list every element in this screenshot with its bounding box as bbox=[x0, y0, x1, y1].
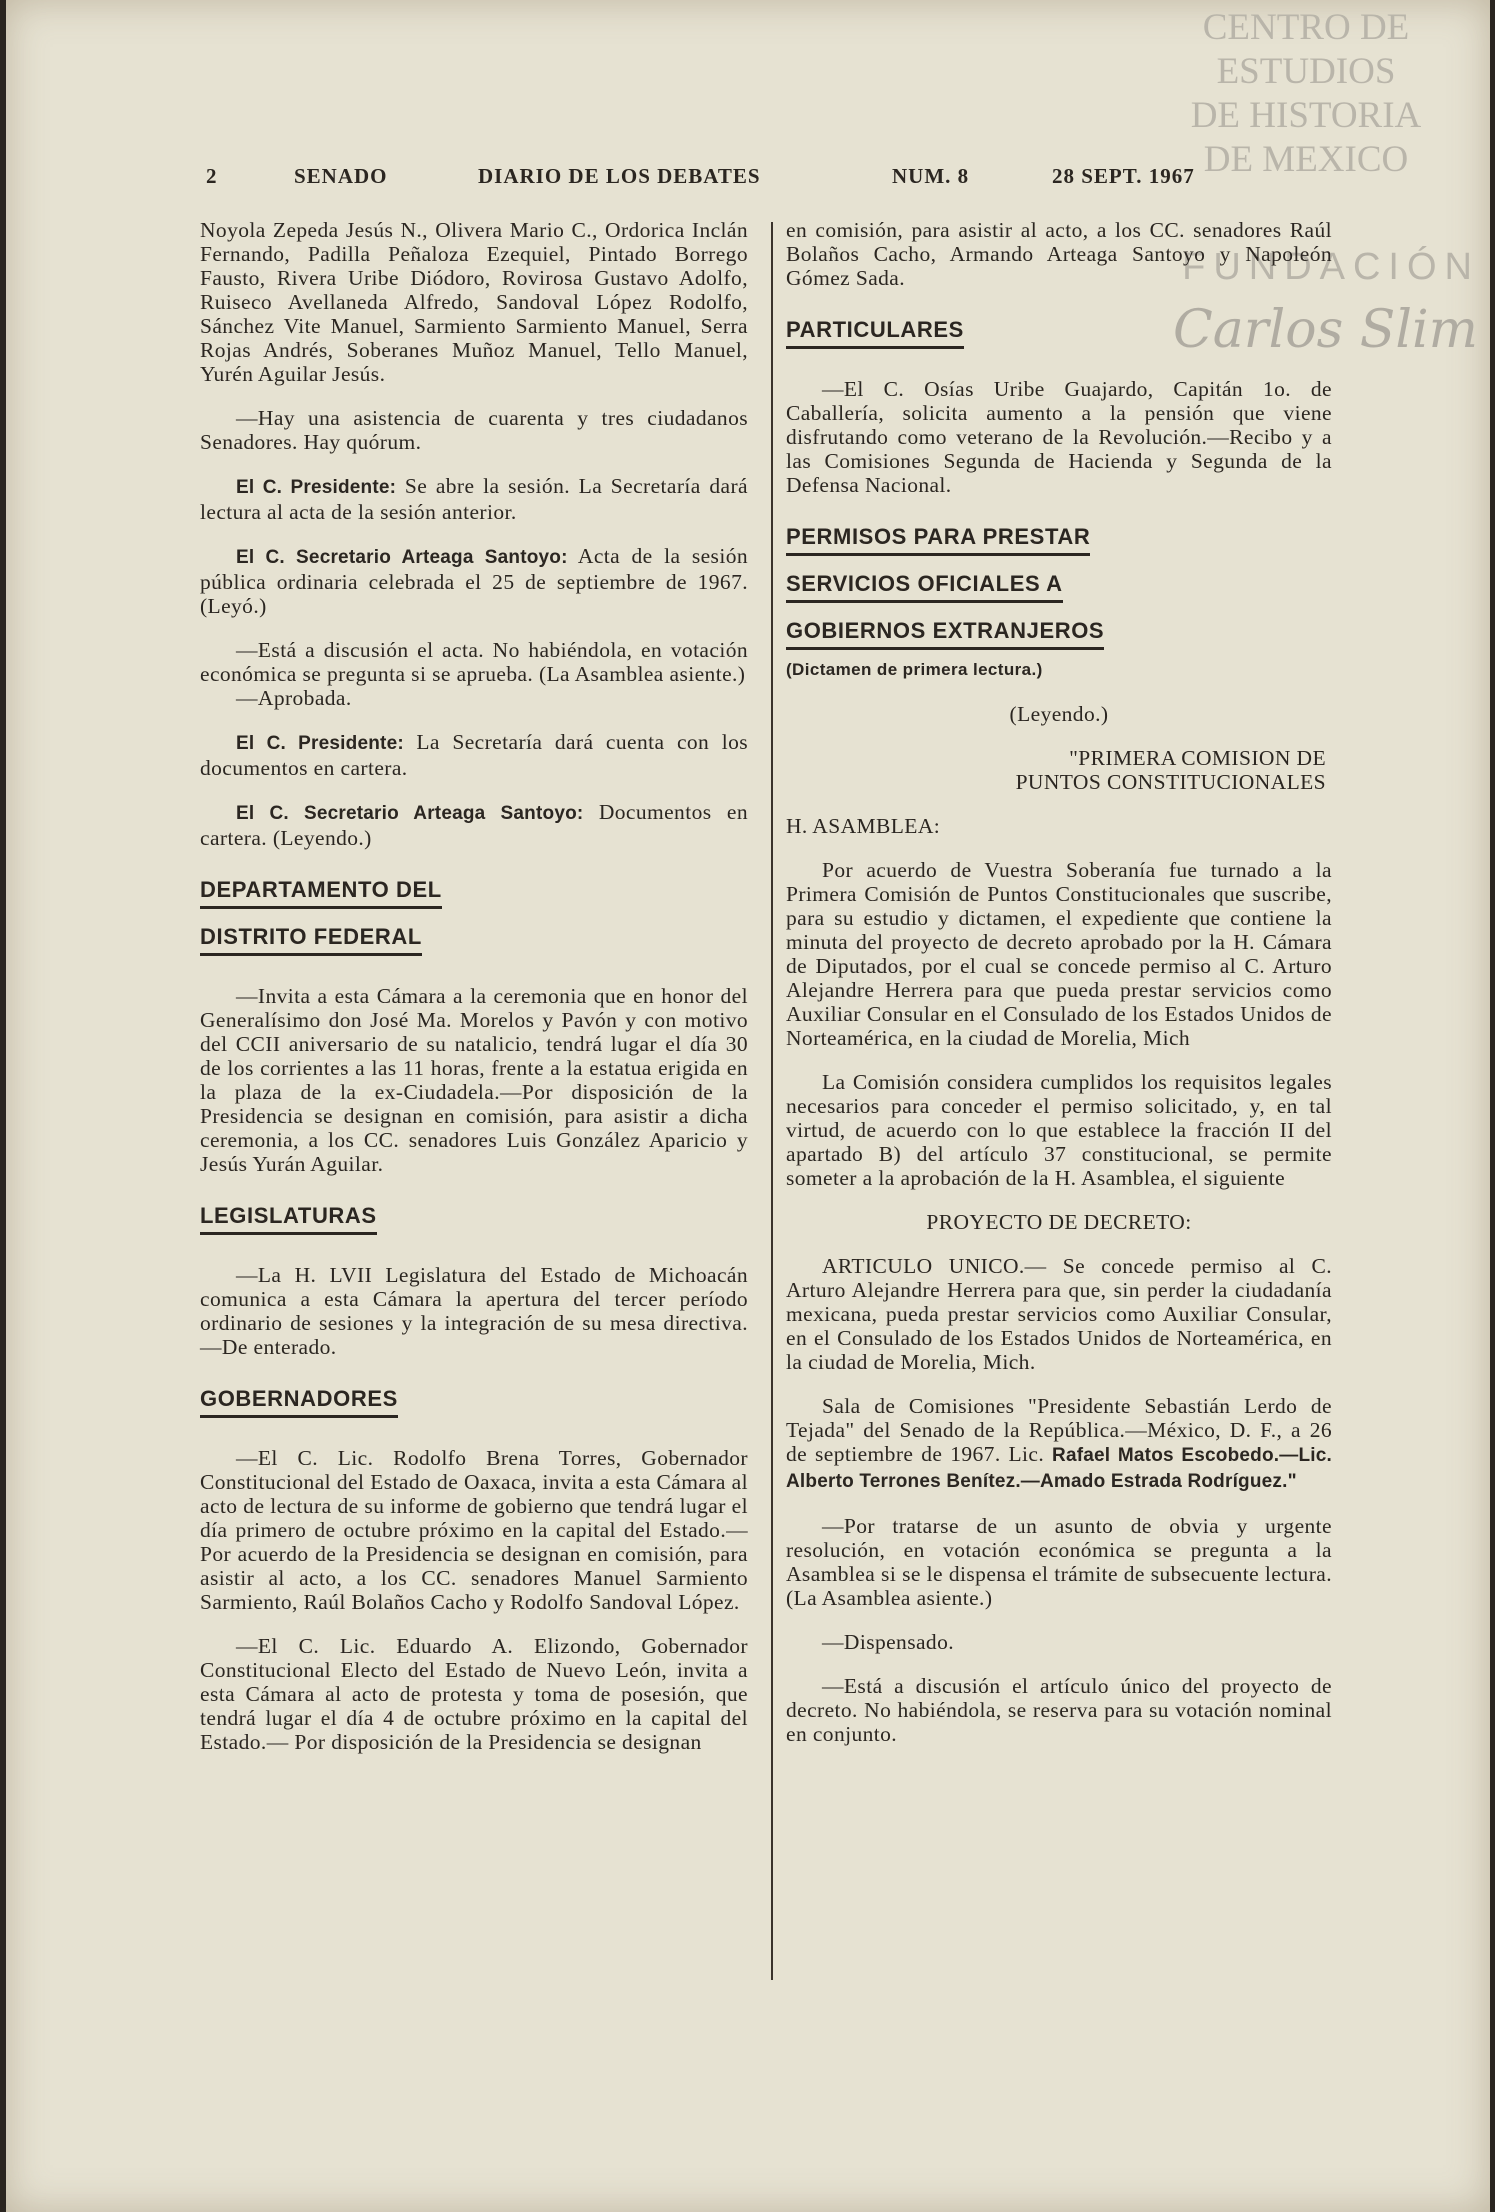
paragraph: —Por tratarse de un asunto de obvia y urgente resolución, en votación económica se pregunta a la Asamblea si se le dispensa el trámite de subsecuente lectura. (La Asamblea asiente.) bbox=[786, 1514, 1332, 1610]
speaker: El C. Secretario Arteaga Santoyo: bbox=[236, 547, 568, 568]
watermark-line: CENTRO DE bbox=[1202, 7, 1410, 48]
issue-date: 28 SEPT. 1967 bbox=[1052, 164, 1195, 188]
watermark-fundacion: FUNDACIÓN bbox=[1182, 246, 1480, 288]
heading-line: PERMISOS PARA PRESTAR bbox=[786, 525, 1090, 556]
paragraph: Noyola Zepeda Jesús N., Olivera Mario C., Ordorica Inclán Fernando, Padilla Peñaloza Ezequiel, Pintado Borrego Fausto, Rivera Uribe Diódoro, Rovirosa Gustavo Adolfo, Ruiseco Avellaneda Alfredo, Sandoval López Rodolfo, Sánchez Vite Manuel, Sarmiento Sarmiento Manuel, Serra Rojas Andrés, Soberanes Muñoz Manuel, Tello Manuel, Yurén Aguilar Jesús. bbox=[200, 218, 748, 386]
paragraph: La Comisión considera cumplidos los requisitos legales necesarios para conceder el permiso solicitado, y, en tal virtud, de acuerdo con lo que establece la fracción II del apartado B) del artículo 37 constitucional, se permite someter a la aprobación de la H. Asamblea, el siguiente bbox=[786, 1070, 1332, 1190]
paragraph: —El C. Osías Uribe Guajardo, Capitán 1o. de Caballería, solicita aumento a la pensión que viene disfrutando como veterano de la Revolución.—Recibo y a las Comisiones Segunda de Hacienda y Segunda de la Defensa Nacional. bbox=[786, 377, 1332, 497]
paragraph: —Dispensado. bbox=[822, 1630, 954, 1654]
paragraph: —Invita a esta Cámara a la ceremonia que en honor del Generalísimo don José Ma. Morelos y Pavón y con motivo del CCII aniversario de su natalicio, tendrá lugar el día 30 de los corrientes a las 11 horas, frente a la estatua erigida en la plaza de la ex-Ciudadela.—Por disposición de la Presidencia se designan en comisión, para asistir a dicha ceremonia, a los CC. senadores Luis González Aparicio y Jesús Yurán Aguilar. bbox=[200, 984, 748, 1176]
watermark-line: DE MEXICO bbox=[1203, 139, 1409, 180]
issue-number: NUM. 8 bbox=[892, 164, 970, 188]
section-heading-distrito-federal bbox=[200, 870, 748, 964]
paragraph: —Hay una asistencia de cuarenta y tres ciudadanos Senadores. Hay quórum. bbox=[200, 406, 748, 454]
paragraph: —Está a discusión el acta. No habiéndola, en votación económica se pregunta si se aprueba. (La Asamblea asiente.) bbox=[200, 638, 748, 686]
paragraph: —La H. LVII Legislatura del Estado de Michoacán comunica a esta Cámara la apertura del tercer período ordinario de sesiones y la integración de su mesa directiva.—De enterado. bbox=[200, 1263, 748, 1359]
commission-title bbox=[786, 746, 1332, 794]
heading-line: DEPARTAMENTO DEL bbox=[200, 878, 442, 909]
running-header bbox=[206, 164, 1236, 194]
document-page bbox=[6, 0, 1490, 2212]
page-number: 2 bbox=[206, 164, 218, 188]
watermark-line: DE HISTORIA bbox=[1190, 95, 1422, 136]
paragraph bbox=[200, 730, 748, 780]
signatories: Rafael Matos Escobedo.—Lic. Alberto Terrones Benítez.—Amado Estrada Rodríguez." bbox=[786, 1445, 1332, 1492]
heading-line: GOBIERNOS EXTRANJEROS bbox=[786, 619, 1104, 650]
decree-title: PROYECTO DE DECRETO: bbox=[926, 1210, 1192, 1234]
paragraph bbox=[200, 474, 748, 524]
stage-note: (Leyendo.) bbox=[1009, 702, 1109, 726]
paragraph bbox=[786, 1394, 1332, 1494]
paragraph: —El C. Lic. Rodolfo Brena Torres, Gobernador Constitucional del Estado de Oaxaca, invita a esta Cámara al acto de lectura de su informe de gobierno que tendrá lugar el día primero de octubre próximo en la capital del Estado.—Por acuerdo de la Presidencia se designan en comisión, para asistir al acto, a los CC. senadores Manuel Sarmiento Sarmiento, Raúl Bolaños Cacho y Rodolfo Sandoval López. bbox=[200, 1446, 748, 1614]
section-heading-legislaturas bbox=[200, 1196, 748, 1243]
paragraph: ARTICULO UNICO.— Se concede permiso al C. Arturo Alejandre Herrera para que, sin perder la ciudadanía mexicana, pueda prestar servicios como Auxiliar Consular, en el Consulado de los Estados Unidos de Norteamérica, en la ciudad de Morelia, Mich. bbox=[786, 1254, 1332, 1374]
right-column bbox=[786, 218, 1332, 1766]
heading-line: DISTRITO FEDERAL bbox=[200, 925, 422, 956]
paragraph: Por acuerdo de Vuestra Soberanía fue turnado a la Primera Comisión de Puntos Constitucionales que suscribe, para su estudio y dictamen, el expediente que contiene la minuta del proyecto de decreto aprobado por la H. Cámara de Diputados, por el cual se concede permiso al C. Arturo Alejandre Herrera para que pueda prestar servicios como Auxiliar Consular en el Consulado de los Estados Unidos de Norteamérica, en la ciudad de Morelia, Mich bbox=[786, 858, 1332, 1050]
heading-line: PARTICULARES bbox=[786, 318, 964, 349]
section-heading-gobernadores bbox=[200, 1379, 748, 1426]
speaker: El C. Presidente: bbox=[236, 733, 404, 754]
speech: Documentos en cartera. (Leyendo.) bbox=[200, 800, 748, 850]
heading-line: SERVICIOS OFICIALES A bbox=[786, 572, 1063, 603]
watermark-line: ESTUDIOS bbox=[1216, 51, 1396, 92]
watermark-signature: Carlos Slim bbox=[1173, 300, 1478, 360]
section-heading-particulares bbox=[786, 310, 1332, 357]
commission-title-line: "PRIMERA COMISION DE bbox=[1069, 746, 1326, 770]
paragraph bbox=[200, 544, 748, 618]
paragraph: en comisión, para asistir al acto, a los CC. senadores Raúl Bolaños Cacho, Armando Arteaga Santoyo y Napoleón Gómez Sada. bbox=[786, 218, 1332, 290]
chamber-name: SENADO bbox=[294, 164, 388, 188]
heading-line: GOBERNADORES bbox=[200, 1387, 398, 1418]
paragraph: —Está a discusión el artículo único del proyecto de decreto. No habiéndola, se reserva para su votación nominal en conjunto. bbox=[786, 1674, 1332, 1746]
section-subtitle: (Dictamen de primera lectura.) bbox=[786, 660, 1043, 679]
section-heading-permisos bbox=[786, 517, 1332, 658]
publication-title: DIARIO DE LOS DEBATES bbox=[478, 164, 761, 188]
paragraph: —Aprobada. bbox=[236, 686, 352, 710]
speech: La Secretaría dará cuenta con los documentos en cartera. bbox=[200, 730, 748, 780]
paragraph: —El C. Lic. Eduardo A. Elizondo, Gobernador Constitucional Electo del Estado de Nuevo León, invita a esta Cámara al acto de protesta y toma de posesión, que tendrá lugar el día 4 de octubre próximo en la capital del Estado.— Por disposición de la Presidencia se designan bbox=[200, 1634, 748, 1754]
commission-title-line: PUNTOS CONSTITUCIONALES bbox=[1015, 770, 1326, 794]
speech: Acta de la sesión pública ordinaria celebrada el 25 de septiembre de 1967. (Leyó.) bbox=[200, 544, 748, 618]
heading-line: LEGISLATURAS bbox=[200, 1204, 377, 1235]
speech: Se abre la sesión. La Secretaría dará lectura al acta de la sesión anterior. bbox=[200, 474, 749, 524]
speaker: El C. Presidente: bbox=[236, 477, 397, 498]
column-divider bbox=[771, 222, 773, 1980]
paragraph bbox=[200, 800, 748, 850]
signature-intro: Sala de Comisiones "Presidente Sebastián Lerdo de Tejada" del Senado de la República.—México, D. F., a 26 de septiembre de 1967. Lic. bbox=[786, 1394, 1332, 1466]
addressee: H. ASAMBLEA: bbox=[786, 814, 941, 838]
speaker: El C. Secretario Arteaga Santoyo: bbox=[236, 803, 584, 824]
watermark-centro-estudios bbox=[1156, 6, 1456, 182]
left-column bbox=[200, 218, 748, 1774]
